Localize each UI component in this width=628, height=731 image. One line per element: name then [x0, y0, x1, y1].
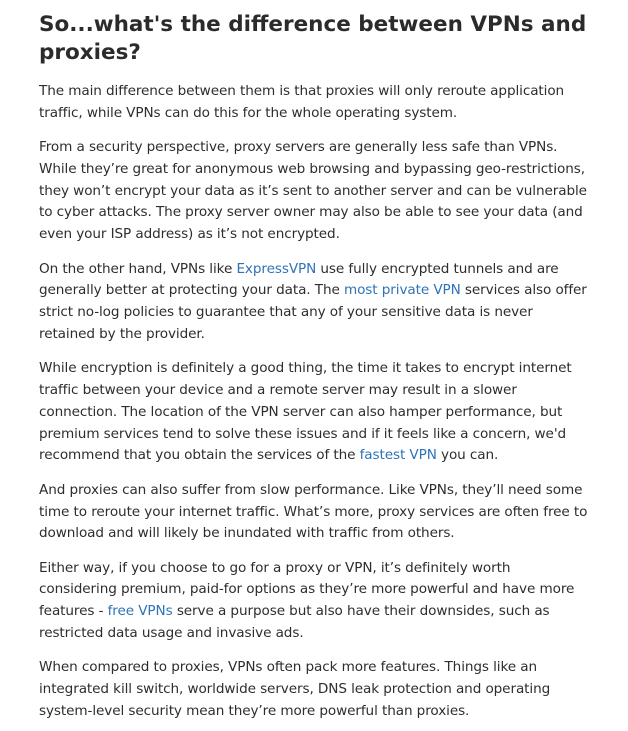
fastest-vpn-link[interactable]: fastest VPN — [359, 447, 437, 464]
paragraph-either-way — [39, 558, 588, 645]
section-heading: So...what's the difference between VPNs and proxies? — [39, 12, 587, 65]
paragraph-text: While encryption is definitely a good thing, the time it takes to encrypt internet traffic between your device and a remote server may result in a slower connection. The location of the VPN server can also hamper performance, but premium services tend to solve these issues and if it feels like a concern, we'd recommend that you obtain the services of the — [39, 360, 572, 464]
free-vpns-link[interactable]: free VPNs — [107, 603, 173, 620]
paragraph-text: you can. — [436, 447, 499, 464]
paragraph-other-hand — [39, 259, 588, 346]
paragraph-text: services also offer strict no-log policies to guarantee that any of your sensitive data is never retained by the provider. — [39, 282, 587, 342]
paragraph-text: serve a purpose but also have their downsides, such as restricted data usage and invasive ads. — [39, 603, 550, 642]
paragraph-text: On the other hand, VPNs like — [39, 260, 237, 277]
paragraph-vpn-features: When compared to proxies, VPNs often pack more features. Things like an integrated kill switch, worldwide servers, DNS leak protection and operating system-level security mean they’re more powerful than proxies. — [39, 659, 551, 719]
paragraph-proxy-performance: And proxies can also suffer from slow performance. Like VPNs, they’ll need some time to reroute your internet traffic. What’s more, proxy services are often free to download and will likely be inundated with traffic from others. — [39, 481, 588, 542]
paragraph-text: use fully encrypted tunnels and are generally better at protecting your data. The — [39, 260, 559, 299]
most-private-vpn-link[interactable]: most private VPN — [343, 282, 461, 299]
paragraph-encryption — [39, 358, 588, 467]
paragraph-security-perspective: From a security perspective, proxy servers are generally less safe than VPNs. While they’re great for anonymous web browsing and bypassing geo-restrictions, they won’t encrypt your data as it’s sent to another server and can be vulnerable to cyber attacks. The proxy server owner may also be able to see your data (and even your ISP address) as it’s not encrypted. — [39, 139, 587, 243]
paragraph-main-difference: The main difference between them is that proxies will only reroute application traffic, while VPNs can do this for the whole operating system. — [39, 83, 565, 121]
paragraph-text: Either way, if you choose to go for a proxy or VPN, it’s definitely worth considering premium, paid-for options as they’re more powerful and have more features - — [39, 559, 575, 620]
expressvpn-link[interactable]: ExpressVPN — [236, 260, 317, 277]
